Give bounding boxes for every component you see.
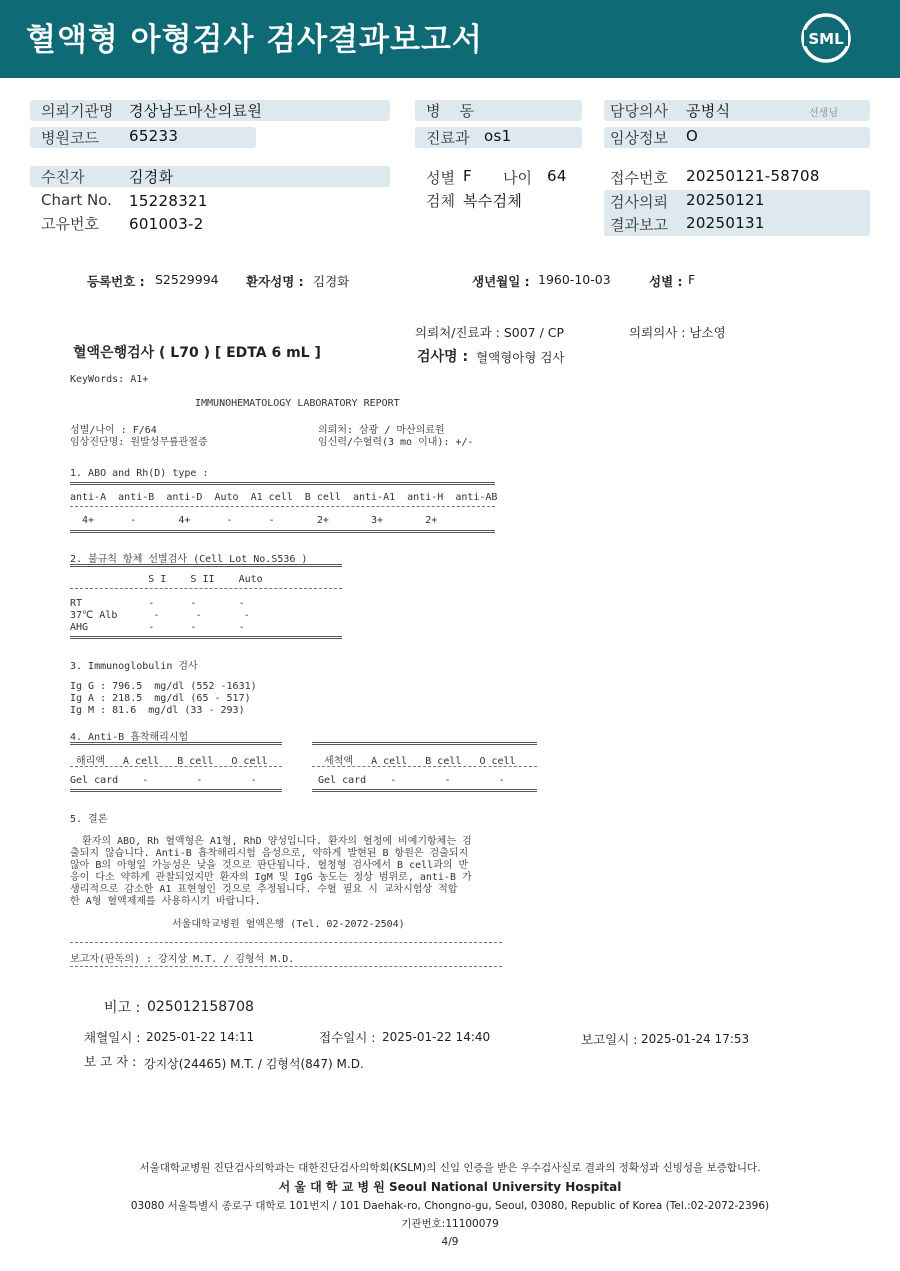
dob-label: 생년월일 : xyxy=(472,274,530,289)
receive-label: 접수일시 : xyxy=(319,1030,376,1045)
report-value: 2025-01-24 17:53 xyxy=(641,1032,750,1046)
specimen-label: 검체 xyxy=(426,192,455,210)
s5-line: 않아 B의 아형일 가능성은 낮을 것으로 판단됩니다. 혈청형 검사에서 B cell과의 반 xyxy=(70,860,469,871)
s5-line: 한 A형 혈액제제를 사용하시기 바랍니다. xyxy=(70,896,261,907)
divider xyxy=(70,482,495,485)
receive-value: 2025-01-22 14:40 xyxy=(382,1030,491,1044)
s4-left-row: Gel card - - - xyxy=(70,775,257,786)
s4-left-header: 해리액 A cell B cell O cell xyxy=(70,756,268,767)
psex-label: 성별 : xyxy=(649,274,683,289)
doctor-value: 공병식 xyxy=(686,102,731,120)
s1-title: 1. ABO and Rh(D) type : xyxy=(70,468,209,479)
age-label: 나이 xyxy=(503,169,532,187)
test-title: 혈액은행검사 ( L70 ) [ EDTA 6 mL ] xyxy=(73,345,321,361)
s4-title: 4. Anti-B 흡착해리시험 xyxy=(70,732,189,743)
sex-value: F xyxy=(463,167,472,185)
report-label: 보고일시 : xyxy=(581,1032,638,1047)
unique-label: 고유번호 xyxy=(41,215,99,233)
s2-title: 2. 불규칙 항체 선별검사 (Cell Lot No.S536 ) xyxy=(70,554,308,565)
dept-value: os1 xyxy=(484,127,512,145)
svg-text:SML: SML xyxy=(808,30,844,48)
divider xyxy=(70,789,282,792)
s2-row-alb: 37℃ Alb - - - xyxy=(70,610,250,621)
footer-address: 03080 서울특별시 종로구 대학로 101번지 / 101 Daehak-ro, Chongno-gu, Seoul, 03080, Republic of Korea (Tel.:02-2072-2396) xyxy=(130,1200,770,1212)
divider xyxy=(70,766,282,767)
divider xyxy=(70,966,502,967)
ward-label: 병 동 xyxy=(426,102,475,120)
s5-title: 5. 결론 xyxy=(70,814,108,825)
keywords: KeyWords: A1+ xyxy=(70,374,149,385)
divider xyxy=(312,789,537,792)
result-label: 결과보고 xyxy=(610,216,668,234)
sexage-line: 성별/나이 : F/64 xyxy=(70,425,157,436)
testname-label: 검사명 : xyxy=(417,349,469,365)
s1-values: 4+ - 4+ - - 2+ 3+ 2+ xyxy=(70,515,438,526)
clinical-value: O xyxy=(686,127,699,145)
s5-line: 환자의 ABO, Rh 혈액형은 A1형, RhD 양성입니다. 환자의 혈청에 비예기항체는 검 xyxy=(70,836,472,847)
divider xyxy=(70,506,495,507)
bottom-reporter-value: 강지상(24465) M.T. / 김형석(847) M.D. xyxy=(144,1057,364,1071)
sex-label: 성별 xyxy=(426,169,455,187)
receipt-label: 접수번호 xyxy=(610,169,668,187)
reg-label: 등록번호 : xyxy=(87,274,145,289)
patient-label: 수진자 xyxy=(41,168,85,186)
footer-institution-no: 기관번호:11100079 xyxy=(401,1218,499,1230)
divider xyxy=(70,564,342,567)
psex-value: F xyxy=(688,272,696,287)
s5-sign: 서울대학교병원 혈액은행 (Tel. 02-2072-2504) xyxy=(172,919,405,930)
page-number: 4/9 xyxy=(441,1236,459,1248)
divider xyxy=(312,766,537,767)
divider xyxy=(312,742,537,745)
code-label: 병원코드 xyxy=(41,129,99,147)
requester-line: 의뢰처: 삼광 / 마산의료원 xyxy=(318,425,445,436)
name-label: 환자성명 : xyxy=(246,274,304,289)
dob-value: 1960-10-03 xyxy=(538,272,611,287)
s4-right-header: 세척액 A cell B cell O cell xyxy=(312,756,516,767)
s3-title: 3. Immunoglobulin 검사 xyxy=(70,661,198,672)
report-heading: IMMUNOHEMATOLOGY LABORATORY REPORT xyxy=(195,398,400,409)
specimen-value: 복수검체 xyxy=(463,192,523,210)
divider xyxy=(70,942,502,943)
reg-value: S2529994 xyxy=(155,272,219,287)
s4-right-row: Gel card - - - xyxy=(312,775,505,786)
clinical-label: 임상정보 xyxy=(610,129,668,147)
s5-line: 생리적으로 감소한 A1 표현형인 것으로 추정됩니다. 수혈 필요 시 교차시험상 적합 xyxy=(70,884,458,895)
request-value: 20250121 xyxy=(686,191,765,209)
dept-line: 의뢰처/진료과 : S007 / CP xyxy=(415,325,565,340)
divider xyxy=(70,742,282,745)
receipt-value: 20250121-58708 xyxy=(686,167,820,185)
result-value: 20250131 xyxy=(686,214,765,232)
s2-row-rt: RT - - - xyxy=(70,598,245,609)
code-value: 65233 xyxy=(129,127,179,145)
age-value: 64 xyxy=(547,167,567,185)
report-reporter: 보고자(판독의) : 강지상 M.T. / 김형석 M.D. xyxy=(70,954,295,965)
divider xyxy=(70,588,342,589)
report-title: 혈액형 아형검사 검사결과보고서 xyxy=(26,22,483,58)
testname-value: 혈액형아형 검사 xyxy=(476,350,565,365)
doctor-line: 의뢰의사 : 남소영 xyxy=(629,325,726,340)
s1-header: anti-A anti-B anti-D Auto A1 cell B cell anti-A1 anti-H anti-AB xyxy=(70,492,498,503)
remark-value: 025012158708 xyxy=(147,999,254,1015)
inst-value: 경상남도마산의료원 xyxy=(129,102,263,120)
remark-label: 비고 : xyxy=(104,1000,141,1016)
patient-value: 김경화 xyxy=(129,168,174,186)
s2-header: S I S II Auto xyxy=(70,574,263,585)
chart-label: Chart No. xyxy=(41,191,112,209)
sml-logo-icon xyxy=(800,12,852,64)
chart-value: 15228321 xyxy=(129,192,208,210)
name-value: 김경화 xyxy=(313,274,350,289)
bottom-reporter-label: 보 고 자 : xyxy=(84,1054,137,1069)
doctor-label: 담당의사 xyxy=(610,102,668,120)
dept-label: 진료과 xyxy=(426,129,470,147)
diagnosis-line: 임상진단명: 원발성무릎관절증 xyxy=(70,437,208,448)
doctor-suffix: 선생님 xyxy=(809,108,838,119)
request-label: 검사의뢰 xyxy=(610,193,668,211)
inst-label: 의뢰기관명 xyxy=(41,102,114,120)
s3-igm: Ig M : 81.6 mg/dl (33 - 293) xyxy=(70,705,245,716)
s3-iga: Ig A : 218.5 mg/dl (65 - 517) xyxy=(70,693,251,704)
footer-cert: 서울대학교병원 진단검사의학과는 대한진단검사의학회(KSLM)의 신임 인증을 받은 우수검사실로 결과의 정확성과 신빙성을 보증합니다. xyxy=(139,1162,761,1174)
collect-label: 채혈일시 : xyxy=(84,1030,141,1045)
s5-line: 응이 다소 약하게 관찰되었지만 환자의 IgM 및 IgG 농도는 정상 범위로, anti-B 가 xyxy=(70,872,472,883)
collect-value: 2025-01-22 14:11 xyxy=(146,1030,255,1044)
s2-row-ahg: AHG - - - xyxy=(70,622,245,633)
footer-hospital: 서 울 대 학 교 병 원 Seoul National University Hospital xyxy=(278,1180,622,1194)
report-header xyxy=(0,0,900,78)
unique-value: 601003-2 xyxy=(129,215,204,233)
s3-igg: Ig G : 796.5 mg/dl (552 -1631) xyxy=(70,681,257,692)
divider xyxy=(70,636,342,639)
s5-line: 출되지 않습니다. Anti-B 흡착해리시험 음성으로, 약하게 발현된 B 항원은 검출되지 xyxy=(70,848,469,859)
divider xyxy=(70,530,495,533)
pregnancy-line: 임신력/수혈력(3 mo 이내): +/- xyxy=(318,437,474,448)
